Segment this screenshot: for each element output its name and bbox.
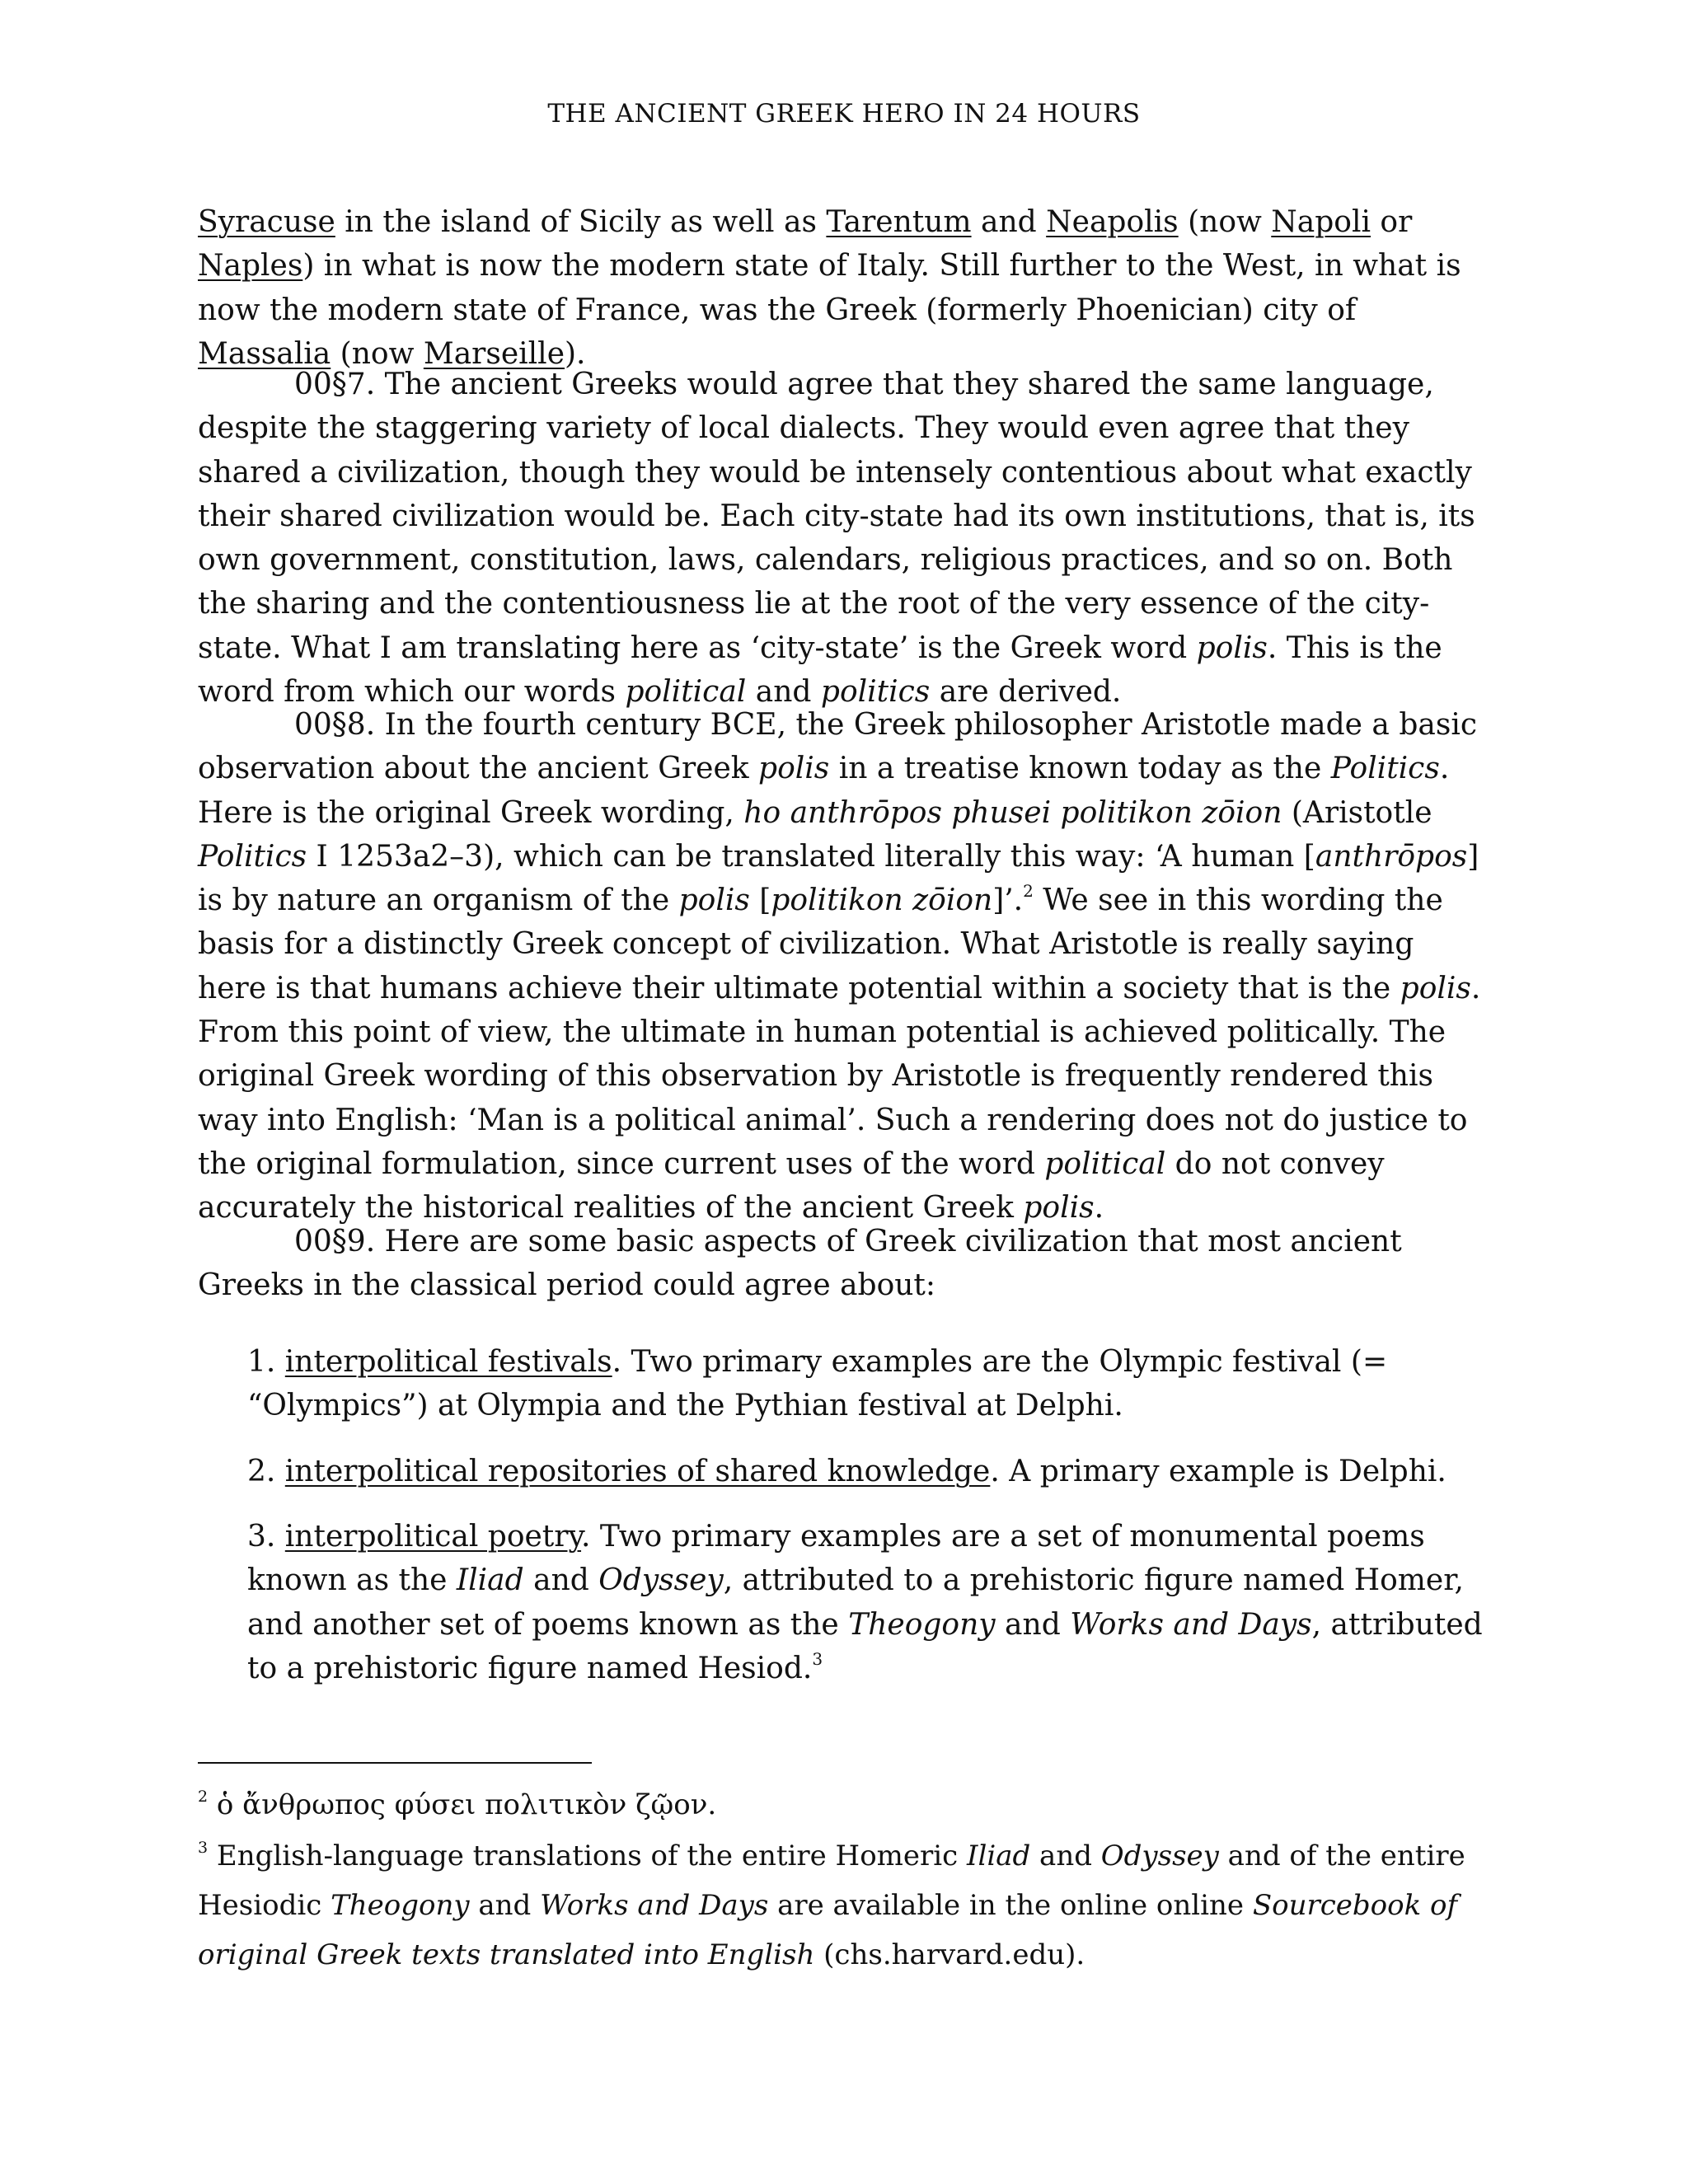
text-span: and	[469, 1889, 541, 1922]
text-span: [	[749, 883, 771, 918]
text-span: and	[971, 205, 1047, 239]
text-span: English-language translations of the entire Homeric	[208, 1840, 968, 1872]
text-span: . Here is the original Greek wording,	[198, 752, 1450, 830]
footnote-3	[198, 1831, 1484, 1980]
italic-term: Works and Days	[1070, 1607, 1312, 1642]
italic-term: Theogony	[848, 1607, 996, 1642]
text-span: . Two primary examples are the Olympic festival (= “Olympics”) at Olympia and the Pythian festival at Delphi.	[247, 1345, 1388, 1423]
text-span: do not convey accurately the historical realities of the ancient Greek	[198, 1146, 1385, 1226]
link-interpolitical-repositories[interactable]: interpolitical repositories of shared knowledge	[284, 1455, 991, 1488]
text-span: .	[1094, 1191, 1104, 1226]
italic-term: politikon zōion	[771, 883, 993, 918]
italic-term: Odyssey	[598, 1563, 724, 1598]
running-header: THE ANCIENT GREEK HERO IN 24 HOURS	[547, 99, 1141, 129]
text-span: . Two primary examples are a set of monumental poems known as the	[247, 1520, 1425, 1598]
text-span: ]’.	[992, 883, 1024, 918]
link-interpolitical-festivals[interactable]: interpolitical festivals	[284, 1345, 612, 1379]
italic-term: polis	[758, 752, 830, 786]
italic-term: polis	[1023, 1191, 1095, 1226]
text-span: are available in the online online	[768, 1889, 1253, 1922]
list-number: 1.	[247, 1345, 285, 1379]
text-span: . A primary example is Delphi.	[990, 1455, 1447, 1488]
paragraph-7	[198, 363, 1484, 714]
text-span: , attributed to a prehistoric figure named Hesiod.	[247, 1607, 1483, 1685]
link-napoli[interactable]: Napoli	[1271, 205, 1371, 239]
text-span: and	[1030, 1840, 1101, 1872]
text-span: (Aristotle	[1282, 795, 1432, 830]
link-massalia[interactable]: Massalia	[198, 336, 331, 371]
text-span: I 1253a2–3), which can be translated literally this way: ‘A human [	[307, 839, 1315, 874]
text-span: ).	[565, 336, 586, 371]
text-span: (chs.harvard.edu).	[814, 1938, 1085, 1971]
text-span: . This is the word from which our words	[198, 630, 1442, 710]
text-span: 00§9. Here are some basic aspects of Greek civilization that most ancient Greeks in the classical period could agree about:	[198, 1225, 1402, 1303]
text-span: in a treatise known today as the	[829, 752, 1331, 786]
text-span: We see in this wording the basis for a distinctly Greek concept of civilization. What Aristotle is really saying here is that humans achieve their ultimate potential within a society that is the	[198, 883, 1443, 1005]
text-span: 00§8. In the fourth century BCE, the Greek philosopher Aristotle made a basic observation about the ancient Greek	[198, 708, 1477, 786]
text-span: 00§7. The ancient Greeks would agree that they shared the same language, despite the staggering variety of local dialects. They would even agree that they shared a civilization, though they would be intensely contentious about what exactly their shared civilization would be. Each city-state had its own institutions, that is, its own government, constitution, laws, calendars, religious practices, and so on. Both the sharing and the contentiousness lie at the root of the very essence of the city-state. What I am translating here as ‘city-state’ is the Greek word	[198, 368, 1475, 665]
text-span: and	[995, 1607, 1071, 1642]
footnote-2	[198, 1780, 1484, 1830]
italic-term: Sourcebook of original Greek texts translated into English	[198, 1889, 1458, 1971]
list-number: 3.	[247, 1520, 285, 1554]
numbered-list-item-1	[247, 1340, 1484, 1428]
footnote-ref-3[interactable]: 3	[812, 1648, 823, 1669]
italic-term: Iliad	[967, 1840, 1031, 1872]
footnote-ref-2[interactable]: 2	[1023, 881, 1034, 902]
numbered-list-item-3	[247, 1515, 1484, 1690]
paragraph-6-continuation	[198, 200, 1484, 376]
list-number: 2.	[247, 1455, 285, 1488]
italic-term: political	[1044, 1146, 1166, 1181]
footnote-number: 3	[198, 1839, 209, 1857]
italic-term: Theogony	[331, 1889, 470, 1922]
italic-term: political	[625, 675, 747, 710]
link-naples[interactable]: Naples	[198, 249, 303, 284]
footnote-number: 2	[198, 1788, 209, 1806]
text-span: and	[746, 675, 821, 710]
italic-term: anthrōpos	[1315, 839, 1468, 874]
text-span: ὁ ἄνθρωπος φύσει πολιτικὸν ζῷον.	[208, 1788, 717, 1821]
text-span: and	[523, 1563, 599, 1598]
italic-term: politics	[820, 675, 931, 710]
text-span: (now	[1178, 205, 1272, 239]
link-interpolitical-poetry[interactable]: interpolitical poetry	[284, 1520, 582, 1554]
text-span: ] is by nature an organism of the	[198, 839, 1479, 918]
numbered-list-item-2	[247, 1450, 1484, 1493]
text-span: and of the entire Hesiodic	[198, 1840, 1465, 1922]
link-syracuse[interactable]: Syracuse	[198, 205, 335, 239]
italic-term: ho anthrōpos phusei politikon zōion	[743, 795, 1282, 830]
text-span: . From this point of view, the ultimate in human potential is achieved politically. The original Greek wording of this observation by Aristotle is frequently rendered this way into English: ‘Man is a political animal’. Such a rendering does not do justice to the original formulation, since current uses of the word	[198, 971, 1481, 1181]
text-span: or	[1370, 205, 1413, 239]
italic-term: Works and Days	[540, 1889, 769, 1922]
text-span: are derived.	[930, 675, 1122, 710]
italic-term: Odyssey	[1100, 1840, 1219, 1872]
italic-term: polis	[1400, 971, 1471, 1005]
text-span: ) in what is now the modern state of Italy. Still further to the West, in what is now the modern state of France, was the Greek (formerly Phoenician) city of	[198, 249, 1461, 327]
italic-term: polis	[1196, 630, 1268, 665]
link-tarentum[interactable]: Tarentum	[826, 205, 972, 239]
link-marseille[interactable]: Marseille	[423, 336, 565, 371]
text-span: , attributed to a prehistoric figure named Homer, and another set of poems known as the	[247, 1563, 1464, 1642]
paragraph-8	[198, 703, 1484, 1230]
italic-term: polis	[678, 883, 750, 918]
text-span: (now	[331, 336, 424, 371]
link-neapolis[interactable]: Neapolis	[1046, 205, 1179, 239]
text-span: in the island of Sicily as well as	[335, 205, 827, 239]
paragraph-9	[198, 1220, 1484, 1308]
italic-term: Politics	[1330, 752, 1440, 786]
italic-term: Politics	[198, 839, 307, 874]
italic-term: Iliad	[456, 1563, 524, 1598]
footnote-separator	[198, 1762, 592, 1764]
